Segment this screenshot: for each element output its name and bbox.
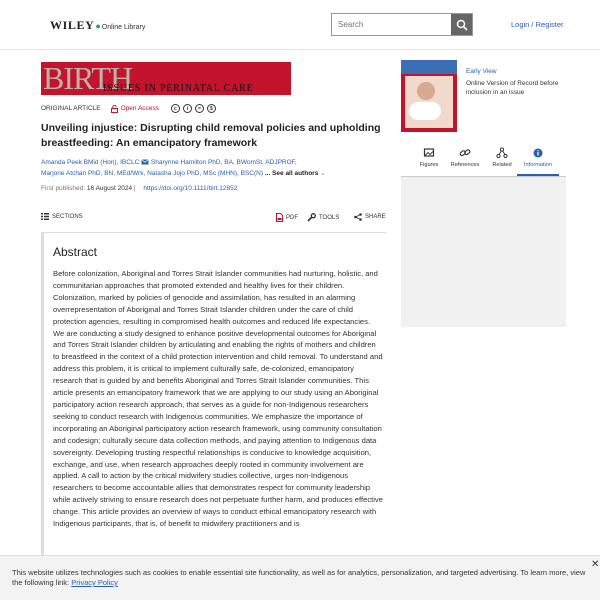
tab-references[interactable]: [447, 146, 483, 168]
list-icon: [41, 213, 49, 220]
search-input[interactable]: [332, 14, 451, 35]
cc-icon: c: [171, 104, 180, 113]
author-list: [41, 157, 386, 179]
unlock-icon: [111, 105, 118, 113]
divider: [41, 232, 386, 233]
sections-label: SECTIONS: [52, 213, 83, 220]
tools-button[interactable]: [307, 213, 339, 222]
pdf-label: PDF: [286, 214, 298, 221]
open-access-badge: [111, 105, 159, 113]
tab-label: Figures: [419, 162, 439, 168]
logo-subtitle: Online Library: [101, 24, 146, 31]
information-panel: [401, 177, 566, 327]
journal-cover-image[interactable]: [401, 60, 457, 132]
search-button[interactable]: [451, 14, 472, 35]
article-meta: [41, 104, 216, 113]
author-link[interactable]: Sharynne Hamilton PhD, BA, BWomSt, ADJPROF,: [150, 159, 297, 166]
link-icon: [447, 146, 483, 160]
journal-title: BIRTH: [43, 62, 133, 95]
chevron-down-icon: ⌄: [320, 170, 326, 177]
tab-related[interactable]: [484, 146, 520, 168]
logo-wordmark: WILEY: [50, 18, 95, 32]
nd-icon: =: [195, 104, 204, 113]
early-view-description: Online Version of Record before inclusion in an issue: [466, 80, 559, 96]
divider: |: [133, 185, 136, 192]
nc-icon: $: [207, 104, 216, 113]
publication-info: [41, 185, 237, 192]
journal-banner[interactable]: [41, 62, 291, 95]
license-icons[interactable]: [171, 104, 216, 113]
sidebar-tabs: [401, 146, 566, 176]
see-all-authors-link[interactable]: ... See all authors: [264, 170, 319, 177]
first-published-date: 16 August 2024: [86, 185, 133, 192]
abstract-heading: Abstract: [53, 245, 98, 259]
share-icon: [354, 213, 362, 221]
network-icon: [484, 146, 520, 160]
article-title: Unveiling injustice: Disrupting child removal policies and upholding breastfeeding: An emancipatory framework: [41, 122, 381, 149]
info-icon: [520, 146, 556, 160]
article-type: ORIGINAL ARTICLE: [41, 105, 101, 112]
tab-figures[interactable]: [411, 146, 447, 168]
sections-button[interactable]: [41, 213, 83, 220]
privacy-policy-link[interactable]: Privacy Policy: [71, 578, 118, 587]
cookie-text: This website utilizes technologies such as cookies to enable essential site functionality, as well as for analytics, personalization, and targeted advertising. To learn more, view the following link:: [12, 568, 586, 587]
by-icon: i: [183, 104, 192, 113]
cookie-banner: [0, 555, 600, 600]
search-box: [331, 13, 473, 36]
tab-label: Information: [524, 162, 552, 168]
journal-subtitle: ISSUES IN PERINATAL CARE: [103, 83, 254, 94]
tab-label: References: [450, 162, 480, 168]
abstract-text: Before colonization, Aboriginal and Torres Strait Islander communities had nurturing, holistic, and communitarian approaches that promoted extended and healthy lives for their children. Colonization, marked by policies of genocide and assimilation, has resulted in an alarming overrepresentation of Aboriginal and Torres Strait Islander children under the care of child protection agencies, resulting in compromised health outcomes and reduced life expectancies. We are conducting a study designed to enhance positive developmental outcomes for Aboriginal and Torres Strait Islander children by articulating and enabling the rights of mothers and children to breastfeed in the context of a child protection intervention and child removal. To understand and address this problem, it is critical to implement culturally safe, de-colonized, emancipatory research that is guided by and benefits Aboriginal and Torres Strait Islander communities. This article presents an emancipatory framework that we are applying to our study using an Aboriginal participatory action research approach, that serves as a guide for non-Indigenous researchers seeking to conduct research with Indigenous communities. We emphasize the importance of incorporating an Aboriginal participatory action research framework, using community consultation and codesign; culturally secure data collection methods, and paying attention to Indigenous data sovereignty. Developing trusting respectful relationships is conducive to knowledge acquisition, exchange, and use, when research approaches deeply rooted in community involvement are applied. A call to action by the critical midwifery studies collective, urges non-Indigenous researchers to become accountable allies that demonstrates respect for community leadership while actively striving to ensure research does not perpetuate further harm, and produces effective change. This article provides an overview of ways to conduct ethical emancipatory research with Indigenous participants, that is, of benefit to midwifery practitioners and is: [53, 269, 383, 529]
pdf-button[interactable]: [276, 213, 298, 222]
author-link[interactable]: Marjorie Atchan PhD, BN, MEd/Wrk, Natasha Jojo PhD, MSc (MHN), BSC(N): [41, 170, 264, 177]
tools-label: TOOLS: [319, 214, 340, 221]
site-header: [0, 0, 600, 50]
login-register-link[interactable]: Login / Register: [511, 20, 564, 29]
wrench-icon: [307, 213, 316, 222]
share-label: SHARE: [365, 214, 386, 220]
search-icon: [456, 19, 468, 31]
image-icon: [411, 146, 447, 160]
tab-information[interactable]: [520, 146, 556, 168]
email-icon[interactable]: [141, 159, 149, 165]
share-button[interactable]: [354, 213, 386, 221]
pdf-icon: [276, 213, 283, 222]
early-view-label[interactable]: Early View: [466, 68, 497, 75]
doi-link[interactable]: https://doi.org/10.1111/birt.12852: [143, 185, 238, 192]
first-published-label: First published:: [41, 185, 86, 192]
logo-dot-icon: ●: [95, 21, 101, 31]
author-link[interactable]: Amanda Peek BMid (Hon), IBCLC: [41, 159, 140, 166]
cookie-message: [12, 568, 587, 588]
wiley-logo[interactable]: [50, 18, 145, 33]
open-access-label: Open Access: [120, 105, 159, 112]
close-icon[interactable]: ✕: [591, 559, 600, 570]
article-toolbar: [41, 210, 386, 226]
tab-label: Related: [492, 162, 512, 168]
